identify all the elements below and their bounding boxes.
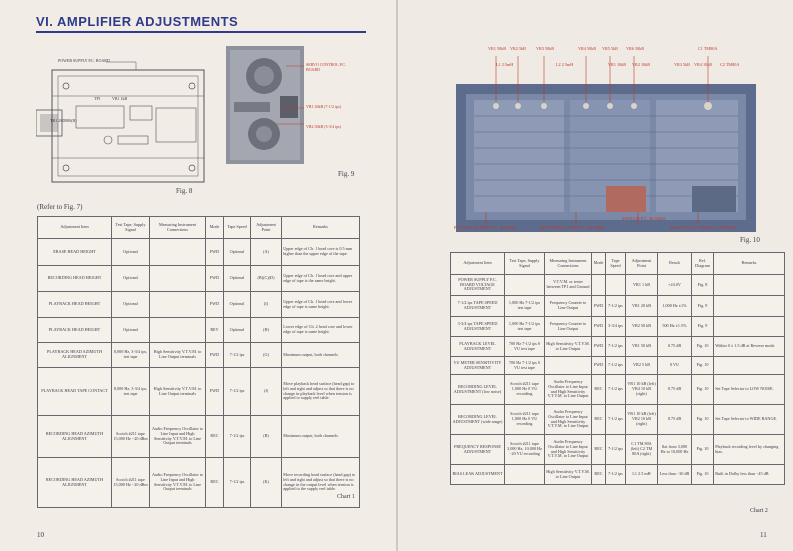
chart2-cell: [606, 275, 626, 296]
chart2-cell: Fig. 9: [692, 296, 714, 317]
chart1-cell: 8,000 Hz, 3-3/4 ips, test tape: [112, 368, 150, 416]
chart2-cell: Frequency Counter to Line Output: [545, 317, 592, 337]
chart2-cell: 7-1/2 ips TAPE SPEED ADJUSTMENT: [451, 296, 505, 317]
chart2-cell: flat from 3,000 Hz to 10,000 Hz: [658, 435, 692, 465]
chart2-cell: Playback recording level by changing bias.: [714, 435, 785, 465]
chart1-cell: (J): [251, 368, 282, 416]
chart2-cell: REC: [592, 405, 606, 435]
chart1-cell: 7-1/2 ips: [224, 458, 251, 508]
fig9-callout-vr2: VR2 50kB (3-3/4 ips): [306, 124, 341, 129]
refer-note: (Refer to Fig. 7): [37, 203, 83, 211]
fig10-label-c2: C2 TM80A: [720, 62, 740, 67]
chart1-cell: FWD: [206, 239, 224, 266]
chart1-header: Remarks: [282, 217, 360, 239]
fig10-label-vr2: VR2 5kB: [510, 46, 526, 51]
chart2-cell: 7-1/2 ips: [606, 405, 626, 435]
chart1-cell: Optional: [112, 239, 150, 266]
chart2-row: [451, 357, 785, 375]
fig10-label-l2: L2 2.5mH: [556, 62, 574, 67]
chart2-cell: PLAYBACK LEVEL ADJUSTMENT: [451, 337, 505, 357]
chart1-header: Test Tape, Supply Signal: [112, 217, 150, 239]
chart2-cell: REC: [592, 465, 606, 485]
chart2-cell: Fig. 10: [692, 435, 714, 465]
chart2-cell: Audio Frequency Oscillator to Line Input and High Sensitivity V.T.V.M. to Line Output: [545, 435, 592, 465]
chart1-cell: Upper edge of Ch. 1 head core and upper edge of tape is the same height.: [282, 266, 360, 292]
chart1-cell: PLAYBACK HEAD HEIGHT: [38, 318, 112, 343]
fig10-label-vr4b: VR4 10kB: [694, 62, 713, 67]
chart2-row: [451, 375, 785, 405]
chart1-header: Adjustment Item: [38, 217, 112, 239]
chart2-cell: Fig. 9: [692, 317, 714, 337]
chart1-table: [37, 216, 360, 508]
fig9-callout-vr1: VR1 20kB (7-1/2 ips): [306, 104, 341, 109]
fig10-label-vr1b: VR1 10kB: [608, 62, 627, 67]
chart2-cell: 1,000 Hz 7-1/2 ips test tape: [505, 317, 545, 337]
chart2-cell: [592, 275, 606, 296]
chart2-row: [451, 275, 785, 296]
fig10-board-playback: PLAYBACK AMP. P.C. BOARD: [454, 225, 516, 230]
chart1-cell: Optional: [224, 318, 251, 343]
chart2-cell: 0.75 dB: [658, 337, 692, 357]
chart1-cell: (B)(C)(D): [251, 266, 282, 292]
chart2-cell: Fig. 8: [692, 275, 714, 296]
chart1-cell: ERASE HEAD HEIGHT: [38, 239, 112, 266]
chart2-cell: Fig. 10: [692, 375, 714, 405]
chart2-cell: Frequency Counter to Line Output: [545, 296, 592, 317]
chart1-cell: Upper edge of Ch. 1 head core and lower edge of tape is same height.: [282, 292, 360, 318]
fig9-callout-servo: SERVO CONTROL P.C. BOARD: [306, 62, 346, 72]
chart1-cell: Maximum output, both channels.: [282, 416, 360, 458]
fig10-board-recording: RECORDING AMP. P.C. BOARD: [540, 225, 605, 230]
chart1-header: Adjustment Point: [251, 217, 282, 239]
title-rule: [36, 31, 366, 33]
chart1-row: [38, 368, 360, 416]
chart2-cell: 0.75 dB: [658, 405, 692, 435]
chart2-cell: REC: [592, 375, 606, 405]
chart2-cell: 700 Hz 7-1/2 ips 0 VU test tape: [505, 337, 545, 357]
chart2-header: Tape Speed: [606, 253, 626, 275]
chart1-row: [38, 343, 360, 368]
chart2-row: [451, 405, 785, 435]
chart1-cell: Optional: [224, 292, 251, 318]
chart2-cell: 7-1/2 ips: [606, 375, 626, 405]
chart2-cell: VU METER SENSITIVITY ADJUSTMENT: [451, 357, 505, 375]
chart2-cell: 7-1/2 ips: [606, 337, 626, 357]
left-page: [0, 0, 396, 551]
chart1-cell: Optional: [112, 266, 150, 292]
chart2-header: Adjustment Item: [451, 253, 505, 275]
chart1-cell: FWD: [206, 343, 224, 368]
chart1-cell: [150, 318, 206, 343]
chart1-cell: Lower edge of Ch. 2 head core and lower edge of tape is same height.: [282, 318, 360, 343]
chart2-cell: VR1 20 kB: [626, 296, 658, 317]
fig10-board-switch: SWITCH P.C. BOARD: [622, 216, 666, 221]
chart1-cell: Move playback head surface (head gap) to left and right and adjust so that there is no change in playback level when tension is applied to supply reel table.: [282, 368, 360, 416]
fig10-label: Fig. 10: [740, 236, 760, 244]
chart1-cell: Maximum output, both channels.: [282, 343, 360, 368]
chart2-cell: 700 Hz 7-1/2 ips 0 VU test tape: [505, 357, 545, 375]
chart2-cell: C1 TM 80A (left) C2 TM 80A (right): [626, 435, 658, 465]
chart2-cell: 3-3/4 ips TAPE SPEED ADJUSTMENT: [451, 317, 505, 337]
chart2-header: Adjustment Point: [626, 253, 658, 275]
chart1-cell: Scotch #211 tape 15,000 Hz −20 dBm: [112, 416, 150, 458]
fig8-transistor-label: TR1 2SD880(B): [50, 118, 77, 123]
chart1-cell: (K): [251, 458, 282, 508]
chart2-cell: High Sensitivity V.T.V.M. to Line Output: [545, 337, 592, 357]
chart2-header-row: [451, 253, 785, 275]
chart2-header: Ref. Diagram: [692, 253, 714, 275]
chart2-cell: Scotch #211 tape 3,000 Hz, 10,000 Hz −20 VU recording: [505, 435, 545, 465]
chart2-cell: [714, 296, 785, 317]
chart1-cell: (A): [251, 239, 282, 266]
chart2-header: Mode: [592, 253, 606, 275]
chart2-cell: [714, 357, 785, 375]
chart2-header: Measuring Instrument Connections: [545, 253, 592, 275]
chart2-cell: 3-3/4 ips: [606, 317, 626, 337]
chart1-cell: RECORDING HEAD AZIMUTH ALIGNMENT: [38, 458, 112, 508]
chart2-label: Chart 2: [750, 508, 768, 514]
chart2-row: [451, 465, 785, 485]
chart2-cell: [505, 275, 545, 296]
chart2-cell: Audio Frequency Oscillator to Line Input and High Sensitivity V.T.V.M. to Line Output: [545, 375, 592, 405]
chart2-cell: [505, 465, 545, 485]
chart2-cell: 7-1/2 ips: [606, 465, 626, 485]
chart2-cell: Fig. 10: [692, 405, 714, 435]
chart1-cell: 7-1/2 ips: [224, 343, 251, 368]
chart2-table: [450, 252, 785, 485]
chart1-row: [38, 416, 360, 458]
chart1-cell: Optional: [224, 239, 251, 266]
chart2-cell: 7-1/2 ips: [606, 435, 626, 465]
chart2-cell: FWD: [592, 296, 606, 317]
chart2-cell: Fig. 10: [692, 357, 714, 375]
chart2-cell: [545, 357, 592, 375]
chart1-cell: [150, 292, 206, 318]
chart2-row: [451, 435, 785, 465]
chart2-cell: [714, 275, 785, 296]
chart2-cell: +24.0V: [658, 275, 692, 296]
chart1-cell: RECORDING HEAD HEIGHT: [38, 266, 112, 292]
chart2-cell: L1 2.5 mH: [626, 465, 658, 485]
chart2-cell: 7-1/2 ips: [606, 296, 626, 317]
chart2-header: Test Tape, Supply Signal: [505, 253, 545, 275]
chart1-cell: (B): [251, 416, 282, 458]
chart1-cell: Audio Frequency Oscillator to Line Input and High Sensitivity V.T.V.M. to Line Output terminals: [150, 458, 206, 508]
chart1-cell: FWD: [206, 368, 224, 416]
fig8-vr-label: VR1 1kB: [112, 96, 128, 101]
chart1-row: [38, 458, 360, 508]
chart2-cell: 1,000 Hz ±1%: [658, 296, 692, 317]
chart2-cell: Set Tape Selector to LOW NOISE.: [714, 375, 785, 405]
chart1-cell: REV: [206, 318, 224, 343]
chart2-row: [451, 296, 785, 317]
chart2-row: [451, 317, 785, 337]
chart2-cell: 0 VU: [658, 357, 692, 375]
chart1-header: Mode: [206, 217, 224, 239]
chart2-cell: High Sensitivity V.T.V.M. to Line Output: [545, 465, 592, 485]
chart2-cell: Fig. 10: [692, 337, 714, 357]
chart1-header-row: [38, 217, 360, 239]
chart1-cell: REC: [206, 416, 224, 458]
chart1-row: [38, 239, 360, 266]
chart1-cell: [150, 239, 206, 266]
chart2-cell: RECORDING LEVEL ADJUSTMENT (wide range): [451, 405, 505, 435]
chart2-cell: BIAS LEAK ADJUSTMENT: [451, 465, 505, 485]
chart2-cell: FWD: [592, 337, 606, 357]
chart1-cell: RECORDING HEAD AZIMUTH ALIGNMENT: [38, 416, 112, 458]
chart1-cell: 7-1/2 ips: [224, 416, 251, 458]
chart1-header: Measuring Instrument Connections: [150, 217, 206, 239]
left-page-number: 10: [37, 531, 44, 539]
chart2-cell: 0.75 dB: [658, 375, 692, 405]
chart1-row: [38, 318, 360, 343]
chart1-cell: Optional: [112, 292, 150, 318]
chart2-cell: Set Tape Selector to WIDE RANGE.: [714, 405, 785, 435]
chart2-cell: 500 Hz ±1.5%: [658, 317, 692, 337]
fig9-photo: [226, 46, 304, 164]
chart1-cell: (I): [251, 292, 282, 318]
chart2-cell: [714, 317, 785, 337]
chart1-cell: Optional: [112, 318, 150, 343]
chart1-cell: 8,000 Hz, 3-3/4 ips, test tape: [112, 343, 150, 368]
fig10-label-vr3: VR3 50kB: [536, 46, 555, 51]
chart1-cell: FWD: [206, 292, 224, 318]
chart1-cell: Scotch #211 tape 15,000 Hz −20 dBm: [112, 458, 150, 508]
fig10-label-vr2b: VR2 10kB: [632, 62, 651, 67]
chart2-cell: VR1 50 kB: [626, 337, 658, 357]
chart1-cell: Move recording head surface (head gap) to left and right and adjust so that there is no change in the output level when tension is applied to the supply reel table.: [282, 458, 360, 508]
chart1-cell: [150, 266, 206, 292]
chart2-cell: FWD: [592, 317, 606, 337]
fig10-label-vr1: VR1 50kB: [488, 46, 507, 51]
chart2-cell: FREQUENCY RESPONSE ADJUSTMENT: [451, 435, 505, 465]
chart2-header: Remarks: [714, 253, 785, 275]
chart1-cell: PLAYBACK HEAD HEIGHT: [38, 292, 112, 318]
chart1-cell: Audio Frequency Oscillator to Line Input and High Sensitivity V.T.V.M. to Line Output terminals: [150, 416, 206, 458]
chart2-cell: VR2 5 kB: [626, 357, 658, 375]
chart1-cell: Optional: [224, 266, 251, 292]
fig8-board-label: POWER SUPPLY P.C. BOARD: [58, 58, 110, 63]
fig10-board-bias: BIAS OSCILLATOR P.C. BOARD: [670, 225, 736, 230]
chart2-cell: V.T.V.M. or tester between TP1 and Ground: [545, 275, 592, 296]
chart1-cell: High Sensitivity V.T.V.M. to Line Output terminals: [150, 368, 206, 416]
section-title: VI. AMPLIFIER ADJUSTMENTS: [36, 14, 239, 29]
chart1-cell: 7-1/2 ips: [224, 368, 251, 416]
chart1-row: [38, 266, 360, 292]
chart2-cell: VR1 10 kB (left) VR4 10 kB (right): [626, 375, 658, 405]
fig10-label-vr6: VR6 50kB: [626, 46, 645, 51]
chart1-cell: REC: [206, 458, 224, 508]
chart2-row: [451, 337, 785, 357]
chart2-cell: REC: [592, 435, 606, 465]
fig10-label-vr3b: VR3 5kB: [674, 62, 690, 67]
chart2-cell: VR1 10 kB (left) VR2 10 kB (right): [626, 405, 658, 435]
chart2-cell: RECORDING LEVEL ADJUSTMENT (low noise): [451, 375, 505, 405]
fig10-label-c1: C1 TM80A: [698, 46, 718, 51]
chart1-cell: (H): [251, 318, 282, 343]
chart2-cell: Fig. 10: [692, 465, 714, 485]
chart2-cell: Built in Dolby less than −45 dB: [714, 465, 785, 485]
chart1-cell: Upper edge of Ch. 1 head core is 0.5 mm higher than the upper edge of the tape.: [282, 239, 360, 266]
chart2-cell: Scotch #211 tape 1,000 Hz 0 VU recording: [505, 405, 545, 435]
chart2-cell: POWER SUPPLY P.C. BOARD VOLTAGE ADJUSTMENT: [451, 275, 505, 296]
fig8-label: Fig. 8: [176, 187, 193, 195]
chart2-cell: 1,000 Hz 7-1/2 ips test tape: [505, 296, 545, 317]
chart1-cell: PLAYBACK HEAD AZIMUTH ALIGNMENT: [38, 343, 112, 368]
chart2-cell: Within 0 ± 1.5 dB at Reverse mode.: [714, 337, 785, 357]
chart2-cell: Scotch #211 tape 1,000 Hz 0 VU recording: [505, 375, 545, 405]
chart1-cell: High Sensitivity V.T.V.M. to Line Output terminals: [150, 343, 206, 368]
chart2-header: Result: [658, 253, 692, 275]
chart2-cell: FWD: [592, 357, 606, 375]
chart1-cell: FWD: [206, 266, 224, 292]
chart2-cell: 7-1/2 ips: [606, 357, 626, 375]
right-page-number: 11: [760, 531, 767, 539]
fig10-label-l1: L1 2.5mH: [496, 62, 514, 67]
chart1-row: [38, 292, 360, 318]
right-page: [398, 0, 793, 551]
chart1-cell: (G): [251, 343, 282, 368]
fig9-label: Fig. 9: [338, 170, 355, 178]
chart1-cell: PLAYBACK HEAD TAPE CONTACT: [38, 368, 112, 416]
chart1-label: Chart 1: [337, 494, 355, 500]
chart2-cell: Less than −30 dB: [658, 465, 692, 485]
chart2-cell: Audio Frequency Oscillator to Line Input and High Sensitivity V.T.V.M. to Line Output: [545, 405, 592, 435]
chart2-cell: VR1 1 kB: [626, 275, 658, 296]
fig10-label-vr5: VR5 5kB: [602, 46, 618, 51]
fig8-tp-label: TP1: [94, 96, 101, 101]
chart1-header: Tape Speed: [224, 217, 251, 239]
chart2-cell: VR2 50 kB: [626, 317, 658, 337]
fig10-label-vr4: VR4 50kB: [578, 46, 597, 51]
